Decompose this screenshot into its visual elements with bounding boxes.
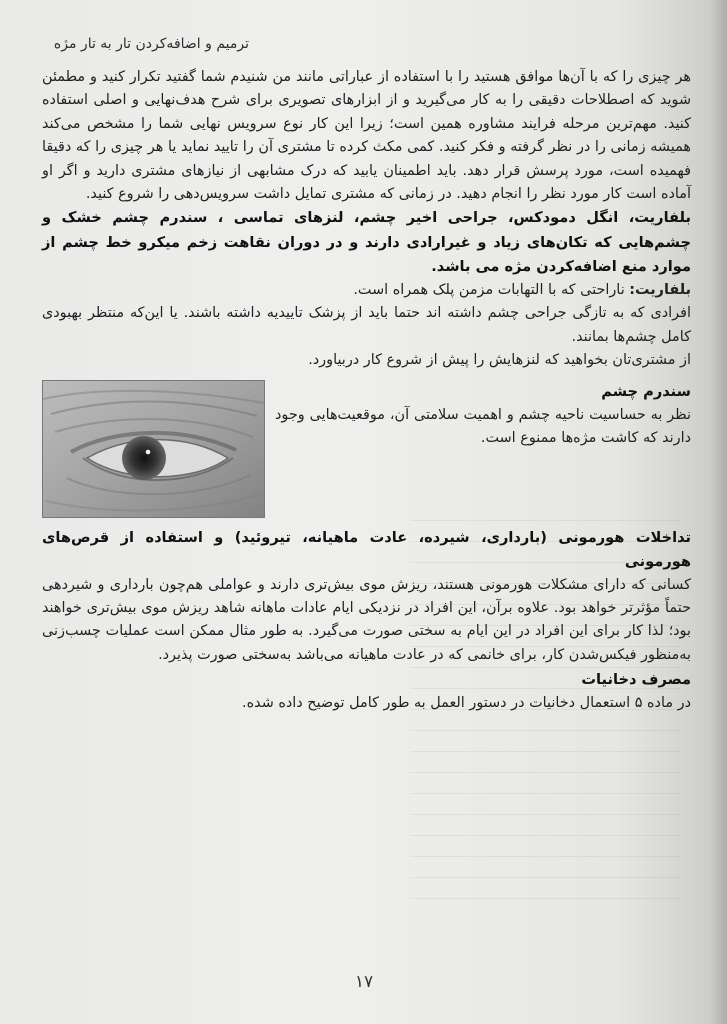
page-body	[42, 66, 691, 716]
contraindications-list: بلفاریت، انگل دمودکس، جراحی اخیر چشم، لنزهای تماسی ، سندرم چشم خشک و چشم‌هایی که تکان‌های زیاد و غیرارادی دارند و در دوران نقاهت زخم میکرو خط چشم از موارد منع اضافه‌کردن مژه می باشد.	[42, 209, 691, 275]
eye-syndrome-title: سندرم چشم	[601, 382, 691, 400]
blepharitis-term: بلفاریت:	[629, 282, 691, 299]
blepharitis-text: ناراحتی که با التهابات مزمن پلک همراه است.	[353, 282, 630, 299]
hormonal-section	[42, 526, 691, 668]
eye-photo	[42, 380, 265, 518]
hormonal-title: تداخلات هورمونی (بارداری، شیرده، عادت ماهیانه، تیروئید) و استفاده از قرص‌های هورمونی	[42, 528, 691, 570]
hormonal-text: کسانی که دارای مشکلات هورمونی هستند، ریزش موی بیش‌تری دارند و عواملی هم‌چون بارداری و شیردهی حتماً مؤثرتر خواهد بود. علاوه برآن، این افراد در نزدیکی ایام عادات ماهانه شاهد ریزش موی بیش‌تری خواهند بود؛ لذا کار برای این افراد در این ایام به سختی صورت می‌گیرد. به طور مثال ممکن است عملیات چسب‌زنی به‌منظور فیکس‌شدن کار، برای خانمی که در عادت ماهیانه می‌باشد به‌سختی صورت پذیرد.	[42, 576, 691, 663]
consultation-paragraph: هر چیزی را که با آن‌ها موافق هستید را با استفاده از عباراتی مانند من شنیدم شما گفتید تکرار کنید و مطمئن شوید که اصطلاحات دقیقی را به کار می‌گیرید و از ابزارهای تصویری برای شرح هدف‌نهایی و اصلی استفاده کنید. مهم‌ترین مرحله فرایند مشاوره همین است؛ زیرا این کار نوع سرویس نهایی شما را مشخص می‌کند همیشه زمانی را در نظر گرفته و فکر کنید. کمی مکث کرده تا مشتری آن را تایید نماید یا هر چیزی را که دقیقا فهمیده است، مورد پرسش قرار دهد. باید اطمینان یابید که درک مشابهی از نیازهای مشتری دارید و اگر او آماده است کار مورد نظر را انجام دهید. در زمانی که مشتری تمایل داشت سرویس‌دهی را شروع کنید.	[42, 69, 691, 203]
running-header: ترمیم و اضافه‌کردن تار به تار مژه	[53, 36, 249, 52]
eye-syndrome-text: نظر به حساسیت ناحیه چشم و اهمیت سلامتی آن، موقعیت‌هایی وجود دارند که کاشت مژه‌ها ممنوع است.	[275, 406, 691, 447]
page-number: ۱۷	[354, 972, 374, 992]
contact-lens-text: از مشتری‌تان بخواهید که لنزهایش را پیش از شروع کار دربیاورد.	[308, 352, 691, 369]
blepharitis-definition	[42, 279, 691, 302]
eye-syndrome-text-column	[275, 380, 691, 451]
smoking-section	[42, 668, 691, 715]
recent-surgery-text: افرادی که به تازگی جراحی چشم داشته اند حتما باید از پزشک تاییدیه داشته باشند. یا این‌که منتظر بهبودی کامل چشم‌ها بمانند.	[42, 305, 691, 345]
smoking-text: در ماده ۵ استعمال دخانیات در دستور العمل به طور کامل توضیح داده شده.	[242, 695, 691, 712]
eye-syndrome-section	[42, 380, 691, 518]
smoking-title: مصرف دخانیات	[581, 671, 691, 689]
